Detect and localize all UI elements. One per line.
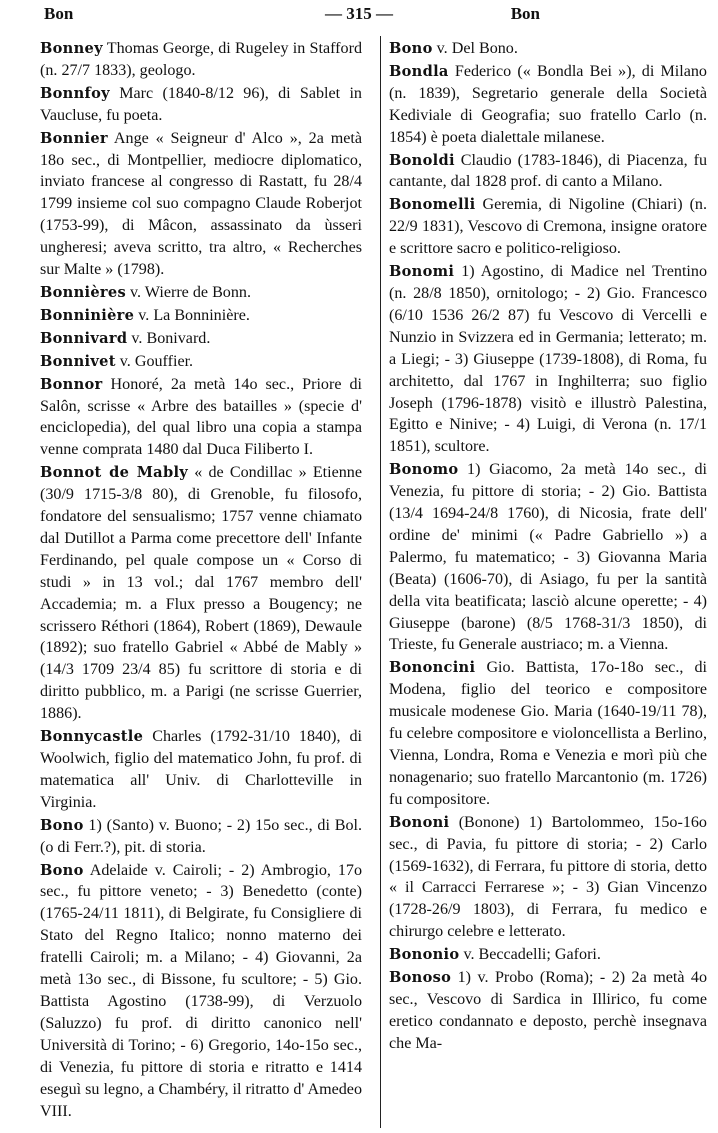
headword: Bononio	[389, 946, 460, 964]
entry-text: Geremia, di Nigoline (Chiari) (n. 22/9 1831), Vescovo di Cremona, insigne oratore e scrittore sacro e politico-religioso.	[389, 196, 708, 258]
entry-text: Claudio (1783-1846), di Piacenza, fu cantante, dal 1828 prof. di canto a Milano.	[389, 151, 707, 191]
entry	[40, 726, 362, 814]
headword: Bono	[40, 816, 84, 834]
headword: Bonnivet	[40, 352, 116, 370]
headword: Bonninière	[40, 306, 135, 324]
headword: Bonnier	[40, 129, 108, 147]
entry	[40, 374, 362, 462]
page-number: — 315 —	[325, 4, 393, 23]
entry	[40, 128, 362, 281]
entry-text: v. Del Bono.	[436, 40, 518, 57]
entry	[389, 261, 707, 458]
headword: Bonney	[40, 40, 103, 57]
entry-text: Charles (1792-31/10 1840), di Woolwich, figlio del matematico John, fu prof. di matematica all' Univ. di Charlotteville in Virginia.	[40, 728, 362, 811]
header-left-keyword: Bon	[44, 4, 74, 23]
entry-text: v. Wierre de Bonn.	[130, 283, 251, 301]
entry	[389, 150, 707, 194]
left-column	[40, 38, 362, 1123]
entry	[389, 459, 707, 656]
headword: Bono	[389, 40, 433, 57]
headword: Bononi	[389, 813, 450, 831]
headword: Bonoso	[389, 969, 452, 987]
headword: Bonomi	[389, 263, 455, 281]
headword: Bononcini	[389, 659, 476, 677]
headword: Bonnor	[40, 375, 103, 393]
entry	[40, 462, 362, 725]
headword: Bonomelli	[389, 196, 476, 214]
entry	[40, 305, 362, 327]
entry-text: (Bonone) 1) Bartolommeo, 15o-16o sec., di Pavia, fu pittore di storia; - 2) Carlo (1569-1632), di Ferrara, fu pittore di storia, detto « il Carracci Ferrarese »; - 3) Gian Vincenzo (1728-26/9 1803), di Ferrara, fu medico e chirurgo celebre e letterato.	[389, 813, 707, 941]
headword: Bonnot de Mably	[40, 464, 189, 482]
headword: Bonoldi	[389, 151, 455, 169]
header-right-keyword: Bon	[510, 4, 540, 23]
entry-text: Federico (« Bondla Bei »), di Milano (n. 1839), Segretario generale della Società Kediviale di Geografia; suo fratello Carlo (n. 1854) è poeta dialettale milanese.	[389, 62, 707, 146]
headword: Bonnfoy	[40, 84, 110, 102]
entry-text: Thomas George, di Rugeley in Stafford (n. 27/7 1833), geologo.	[40, 40, 362, 79]
right-column	[389, 38, 707, 1056]
entry	[389, 657, 707, 810]
running-header	[0, 0, 718, 28]
entry	[389, 812, 707, 943]
entry	[40, 860, 362, 1123]
entry	[389, 944, 707, 966]
entry-text: « de Condillac » Etienne (30/9 1715-3/8 80), di Grenoble, fu filosofo, fondatore del sensualismo; 1757 venne chiamato dal Dutillot a Parma come precettore dell' Infante Ferdinando, pel quale compose un « Corso di studi » in 13 vol.; dal 1767 membro dell' Accademia; m. a Flux presso a Bougency; ne scrissero Réthori (1864), Robert (1869), Dewaule (1892); suo fratello Gabriel « Abbé de Mably » (14/3 1709 23/4 85) fu scrittore di storia e di diritto pubblico, m. a Parigi (ne scrisse Guerrier, 1886).	[40, 464, 362, 723]
entry-text: v. Gouffier.	[119, 352, 194, 370]
entry-text: 1) (Santo) v. Buono; - 2) 15o sec., di Bol. (o di Ferr.?), pit. di storia.	[40, 816, 362, 856]
entry	[40, 328, 362, 350]
headword: Bonnières	[40, 283, 127, 301]
entry	[389, 61, 707, 149]
entry	[40, 351, 362, 373]
headword: Bonnivard	[40, 329, 128, 347]
entry-text: v. La Bonninière.	[138, 306, 250, 324]
entry-text: Marc (1840-8/12 96), di Sablet in Vaucluse, fu poeta.	[40, 84, 362, 124]
entry	[40, 38, 362, 82]
entry	[40, 282, 362, 304]
headword: Bonnycastle	[40, 728, 144, 746]
entry-text: Honoré, 2a metà 14o sec., Priore di Salôn, scrisse « Arbre des batailles » (specie d' enciclopedia), del qual libro una copia a stampa venne comprata 1480 dal Duca Filiberto I.	[40, 375, 363, 459]
entry-text: v. Beccadelli; Gafori.	[463, 946, 601, 964]
entry	[389, 38, 707, 60]
column-divider	[380, 36, 381, 1128]
headword: Bondla	[389, 62, 449, 80]
entry-text: Ange « Seigneur d' Alco », 2a metà 18o sec., di Montpellier, mediocre diplomatico, inviato francese al congresso di Rastatt, fu 28/4 1799 insieme col suo compagno Claude Roberjot (1753-99), di Mâcon, assassinato da ùsseri ungheresi; aveva scritto, tra altro, « Recherches sur Malte » (1798).	[40, 129, 362, 279]
entry-text: 1) Giacomo, 2a metà 14o sec., di Venezia, fu pittore di storia; - 2) Gio. Battista (13/4 1694-24/8 1760), di Nicosia, frate dell' ordine de' minimi (« Padre Gabriello ») a Palermo, fu matematico; - 3) Giovanna Maria (Beata) (1606-70), di Asiago, fu per la santità della vita beatificata; lasciò alcune operette; - 4) Giuseppe (barone) (8/5 1768-31/3 1850), di Trieste, fu Generale austriaco; m. a Vienna.	[389, 461, 707, 654]
headword: Bonomo	[389, 461, 459, 479]
entry-text: Adelaide v. Cairoli; - 2) Ambrogio, 17o sec., fu pittore veneto; - 3) Benedetto (conte) (1765-24/11 1811), di Belgirate, fu Consigliere di Stato del Regno Italico; nonno materno dei fratelli Cairoli; m. a Milano; - 4) Giovanni, 2a metà 13o sec., di Bissone, fu scultore; - 5) Gio. Battista Agostino (1738-99), di Verzuolo (Saluzzo) fu prof. di diritto canonico nell' Università di Torino; - 6) Gregorio, 14o-15o sec., di Venezia, fu pittore di storia e ritratto e 1414 eseguì su legno, a Chambéry, il ritratto d' Amedeo VIII.	[40, 861, 363, 1120]
entry	[40, 83, 362, 127]
entry-text: v. Bonivard.	[131, 329, 211, 347]
entry-text: 1) Agostino, di Madice nel Trentino (n. 28/8 1850), ornitologo; - 2) Gio. Francesco (6/10 1536 26/2 87) fu Vescovo di Vercelli e Nunzio in Svizzera ed in Germania; letterato; m. a Liegi; - 3) Giuseppe (1739-1808), di Roma, fu architetto, dal 1767 in Inghilterra; suo figlio Joseph (1796-1878) visitò e illustrò Palestina, Egitto e Ninive; - 4) Luigi, di Verona (n. 17/1 1851), scultore.	[389, 263, 707, 456]
entry-text: 1) v. Probo (Roma); - 2) 2a metà 4o sec., Vescovo di Sardica in Illirico, fu come eretico condannato e deposto, perchè insegnava che Ma-	[389, 969, 707, 1052]
entry-text: Gio. Battista, 17o-18o sec., di Modena, figlio del teorico e compositore musicale modenese Gio. Maria (1640-19/11 78), fu celebre compositore e violoncellista a Berlino, Vienna, Londra, Roma e Venezia e morì più che nonagenario; suo fratello Marcantonio (m. 1726) fu compositore.	[389, 659, 707, 808]
entry	[389, 967, 707, 1055]
entry	[389, 194, 707, 260]
headword: Bono	[40, 861, 84, 879]
entry	[40, 815, 362, 859]
